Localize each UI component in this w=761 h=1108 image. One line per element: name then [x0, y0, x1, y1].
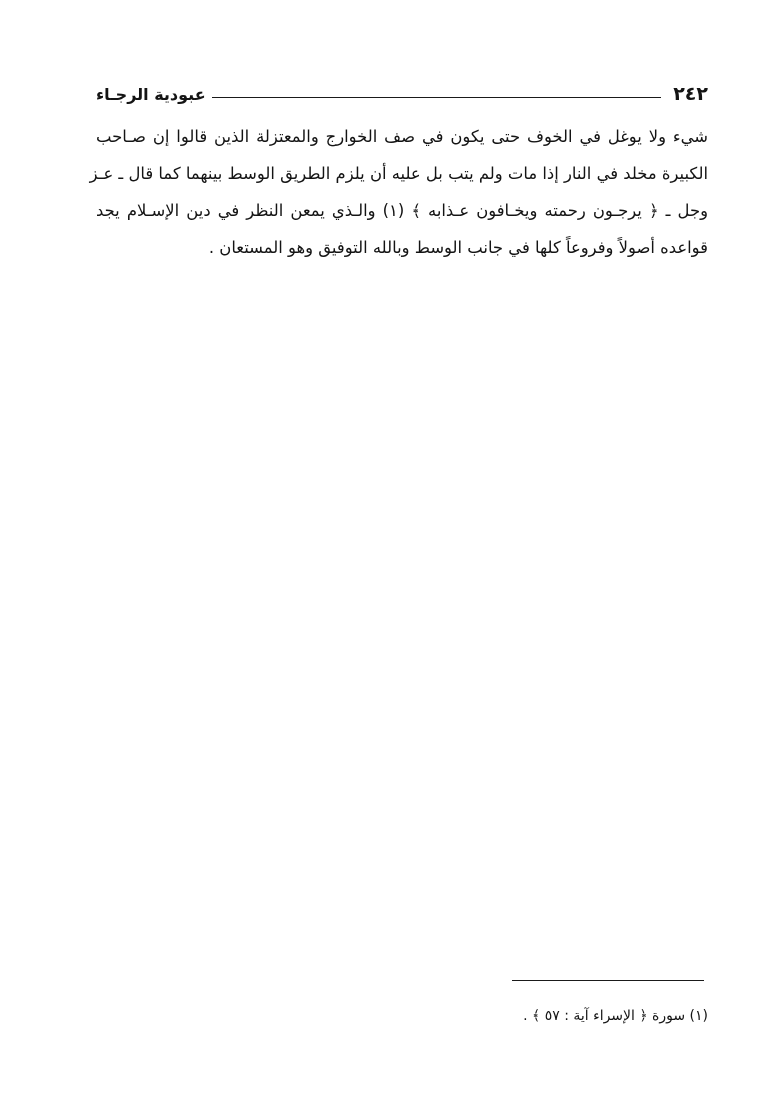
body-line: وجل ـ ﴿ يرجـون رحمته ويخـافون عـذابه ﴾ (١) والـذي يمعن النظر في دين الإسـلام يجد — [96, 201, 708, 220]
footnote: (١) سورة ﴿ الإسراء آية : ٥٧ ﴾ . — [523, 1008, 708, 1024]
footnote-separator — [512, 980, 704, 981]
body-line: قواعده أصولاً وفروعاً كلها في جانب الوسط وبالله التوفيق وهو المستعان . — [208, 238, 708, 257]
body-line: شيء ولا يوغل في الخوف حتى يكون في صف الخوارج والمعتزلة الذين قالوا إن صـاحب — [96, 127, 708, 146]
header-rule — [212, 97, 662, 98]
running-title: عبودية الرجـاء — [96, 84, 206, 104]
page-number: ٢٤٢ — [673, 83, 708, 105]
body-line: الكبيرة مخلد في النار إذا مات ولم يتب بل عليه أن يلزم الطريق الوسط بينهما كما قال ـ عـز — [89, 164, 708, 183]
body-paragraph — [89, 118, 708, 266]
running-header — [96, 80, 708, 108]
